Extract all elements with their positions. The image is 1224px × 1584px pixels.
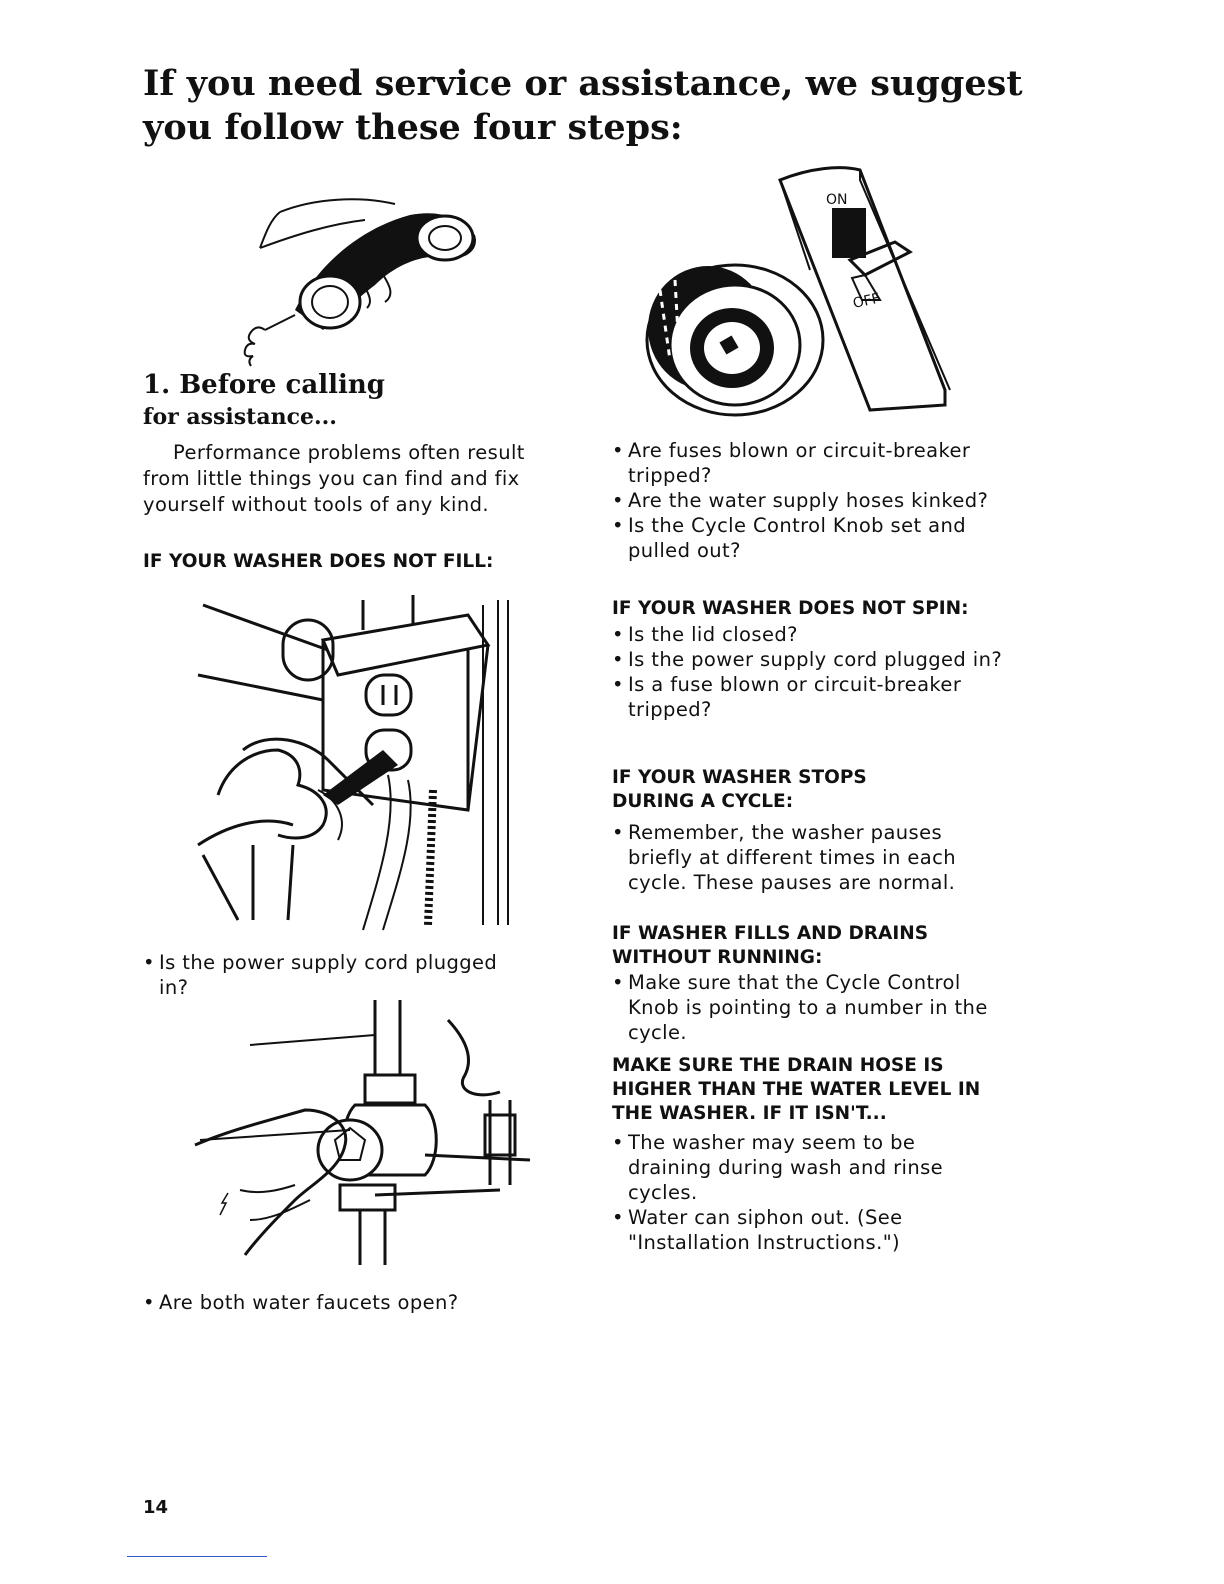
list-item: • Water can siphon out. (See "Installation Instructions."): [612, 1205, 997, 1255]
page-title-line-2: you follow these four steps:: [143, 107, 683, 148]
faucets-list: [143, 1290, 543, 1315]
list-item: • Is the Cycle Control Knob set and pulled out?: [612, 513, 1032, 563]
stops-heading: [612, 766, 1032, 814]
list-item: • The washer may seem to be draining during wash and rinse cycles.: [612, 1130, 997, 1205]
list-item: • Is a fuse blown or circuit-breaker tripped?: [612, 672, 1032, 722]
drains-list: [612, 970, 1012, 1045]
stops-heading-line-2: DURING A CYCLE:: [612, 791, 794, 812]
intro-paragraph: Performance problems often result from little things you can find and fix yourself without tools of any kind.: [143, 441, 525, 516]
list-item: • Is the lid closed?: [612, 622, 1032, 647]
section-heading-line-2: for assistance...: [143, 404, 337, 430]
list-item: • Remember, the washer pauses briefly at different times in each cycle. These pauses are normal.: [612, 820, 997, 895]
section-heading: [143, 368, 563, 432]
page-title-line-1: If you need service or assistance, we suggest: [143, 63, 1023, 104]
page-number: 14: [143, 1497, 169, 1518]
list-item: • Is the power supply cord plugged in?: [612, 647, 1032, 672]
list-item: • Are the water supply hoses kinked?: [612, 488, 1032, 513]
hose-heading-line-1: MAKE SURE THE DRAIN HOSE IS: [612, 1055, 944, 1076]
fill-heading: IF YOUR WASHER DOES NOT FILL:: [143, 551, 494, 572]
breaker-off-label: OFF: [851, 290, 882, 312]
spin-list: [612, 622, 1032, 722]
spin-heading: IF YOUR WASHER DOES NOT SPIN:: [612, 598, 969, 619]
hose-heading: [612, 1054, 1032, 1126]
list-item: • Make sure that the Cycle Control Knob is pointing to a number in the cycle.: [612, 970, 1012, 1045]
hose-heading-line-2: HIGHER THAN THE WATER LEVEL IN: [612, 1079, 981, 1100]
fill-left-list: [143, 950, 523, 1000]
fill-right-list: [612, 438, 1032, 563]
drains-heading: [612, 922, 1032, 970]
telephone-illustration: [235, 190, 485, 360]
hose-list: [612, 1130, 997, 1255]
stops-heading-line-1: IF YOUR WASHER STOPS: [612, 767, 867, 788]
faucet-illustration: [200, 1000, 530, 1270]
section-heading-line-1: 1. Before calling: [143, 370, 385, 400]
list-item: • Is the power supply cord plugged in?: [143, 950, 523, 1000]
list-item: • Are both water faucets open?: [143, 1290, 543, 1315]
drains-heading-line-1: IF WASHER FILLS AND DRAINS: [612, 923, 929, 944]
list-item: • Are fuses blown or circuit-breaker tripped?: [612, 438, 1032, 488]
breaker-on-label: ON: [826, 192, 848, 208]
stops-list: [612, 820, 997, 895]
fuse-breaker-illustration: [640, 160, 970, 420]
hose-heading-line-3: THE WASHER. IF IT ISN'T...: [612, 1103, 887, 1124]
drains-heading-line-2: WITHOUT RUNNING:: [612, 947, 823, 968]
page-title: [143, 62, 1043, 150]
footer-rule: [127, 1556, 267, 1557]
outlet-plug-illustration: [198, 590, 518, 935]
